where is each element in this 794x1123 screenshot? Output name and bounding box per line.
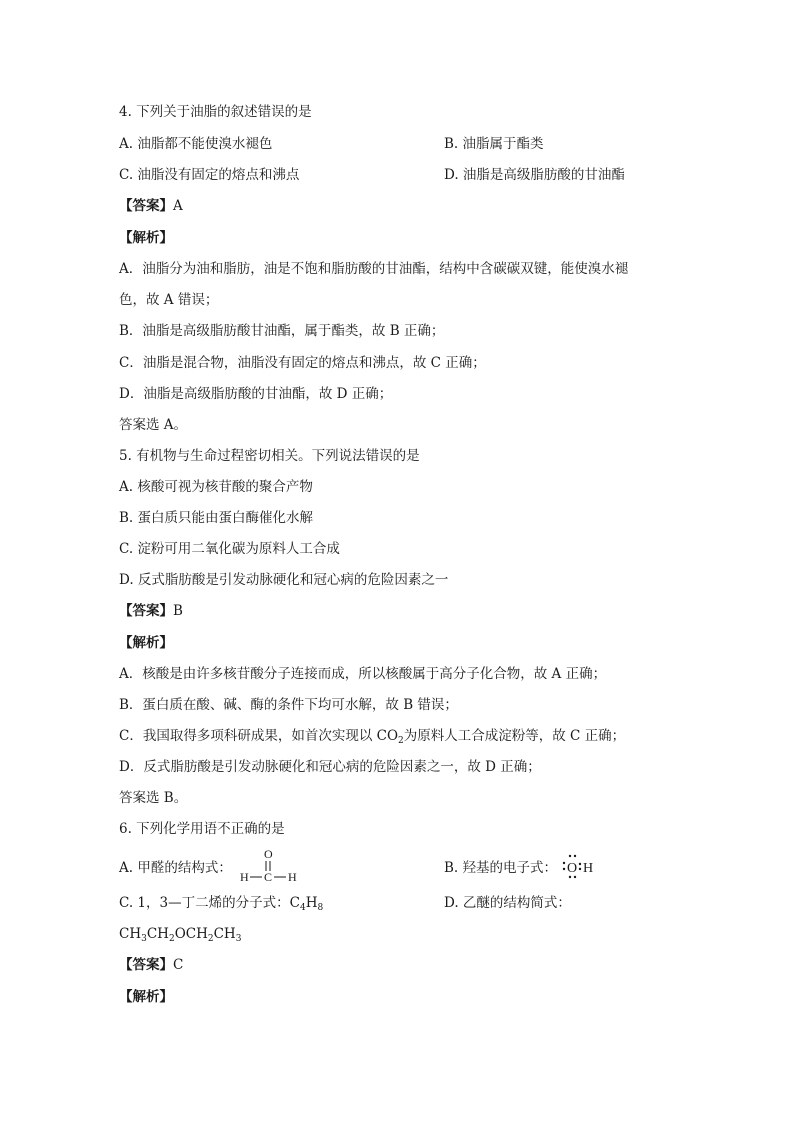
q5-option-c: C. 淀粉可用二氧化碳为原料人工合成 <box>119 541 340 557</box>
q6-option-b <box>444 858 557 878</box>
q4-option-c: C. 油脂没有固定的熔点和沸点 <box>119 167 300 183</box>
q6-stem: 6. 下列化学用语不正确的是 <box>119 821 285 837</box>
subscript: 8 <box>317 903 324 913</box>
q4-analysis-line: B．油脂是高级脂肪酸甘油酯，属于酯类，故 B 正确； <box>119 323 445 339</box>
subscript: 2 <box>207 934 214 944</box>
q5-option-d: D. 反式脂肪酸是引发动脉硬化和冠心病的危险因素之一 <box>119 572 449 588</box>
q6-option-c <box>119 893 323 918</box>
hydrogen-left: H <box>240 870 249 884</box>
text-segment: C．我国取得多项科研成果，如首次实现以 CO <box>119 728 399 744</box>
carbon-atom: C <box>264 870 273 884</box>
answer-label: 【答案】 <box>119 603 173 619</box>
q4-stem: 4. 下列关于油脂的叙述错误的是 <box>119 104 312 120</box>
q4-analysis-line: A．油脂分为油和脂肪，油是不饱和脂肪酸的甘油酯，结构中含碳碳双键，能使溴水褪 <box>119 261 629 277</box>
q5-answer <box>119 601 183 621</box>
q6-option-a <box>119 858 232 878</box>
q6-option-d: D. 乙醚的结构简式： <box>444 895 571 911</box>
subscript: 4 <box>299 903 306 913</box>
q6-analysis-label: 【解析】 <box>119 989 173 1005</box>
subscript: 3 <box>141 934 147 944</box>
text-segment: C. 1，3—丁二烯的分子式：C <box>119 895 300 911</box>
text-segment: 为原料人工合成淀粉等，故 C 正确； <box>403 728 626 744</box>
q5-option-b: B. 蛋白质只能由蛋白酶催化水解 <box>119 510 314 526</box>
subscript: 3 <box>235 934 242 944</box>
answer-value: A <box>173 198 183 214</box>
q5-option-a: A. 核酸可视为核苷酸的聚合产物 <box>119 479 313 495</box>
formaldehyde-structure <box>238 846 302 886</box>
q4-option-d: D. 油脂是高级脂肪酸的甘油酯 <box>444 167 625 183</box>
answer-label: 【答案】 <box>119 957 173 973</box>
option-b-text: B. 羟基的电子式： <box>444 860 558 876</box>
text-segment: OCH <box>174 926 208 942</box>
answer-value: B <box>173 603 183 619</box>
hydroxyl-electron-formula <box>560 852 600 880</box>
q5-analysis-a: A．核酸是由许多核苷酸分子连接而成，所以核酸属于高分子化合物，故 A 正确； <box>119 666 607 682</box>
q5-analysis-b: B．蛋白质在酸、碱、酶的条件下均可水解，故 B 错误； <box>119 697 458 713</box>
q5-stem: 5. 有机物与生命过程密切相关。下列说法错误的是 <box>119 448 420 464</box>
q6-answer <box>119 955 183 975</box>
text-segment: CH <box>213 926 236 942</box>
q4-analysis-line: D．油脂是高级脂肪酸的甘油酯，故 D 正确； <box>119 386 393 402</box>
answer-label: 【答案】 <box>119 198 173 214</box>
q5-analysis-d: D．反式脂肪酸是引发动脉硬化和冠心病的危险因素之一，故 D 正确； <box>119 759 541 775</box>
hydrogen-right: H <box>288 870 297 884</box>
text-segment: H <box>305 895 318 911</box>
subscript: 2 <box>168 934 175 944</box>
q4-option-a: A. 油脂都不能使溴水褪色 <box>119 136 273 152</box>
hydrogen-atom: H <box>583 861 594 876</box>
answer-value: C <box>173 957 184 973</box>
q4-option-b: B. 油脂属于酯类 <box>444 136 544 152</box>
q4-analysis-line: 色，故 A 错误； <box>119 292 219 308</box>
q4-analysis-line: C．油脂是混合物，油脂没有固定的熔点和沸点，故 C 正确； <box>119 355 486 371</box>
text-segment: CH <box>146 926 169 942</box>
q5-analysis-label: 【解析】 <box>119 635 173 651</box>
subscript: 2 <box>398 736 404 746</box>
text-segment: CH <box>119 926 142 942</box>
oxygen-atom: O <box>264 847 273 861</box>
q4-answer <box>119 196 183 216</box>
q5-conclusion: 答案选 B。 <box>119 790 188 806</box>
q4-conclusion: 答案选 A。 <box>119 417 188 433</box>
q4-analysis-label: 【解析】 <box>119 230 173 246</box>
oxygen-atom: O <box>567 861 578 876</box>
q5-analysis-c <box>119 726 625 751</box>
ether-formula <box>119 924 241 949</box>
option-a-text: A. 甲醛的结构式： <box>119 860 232 876</box>
